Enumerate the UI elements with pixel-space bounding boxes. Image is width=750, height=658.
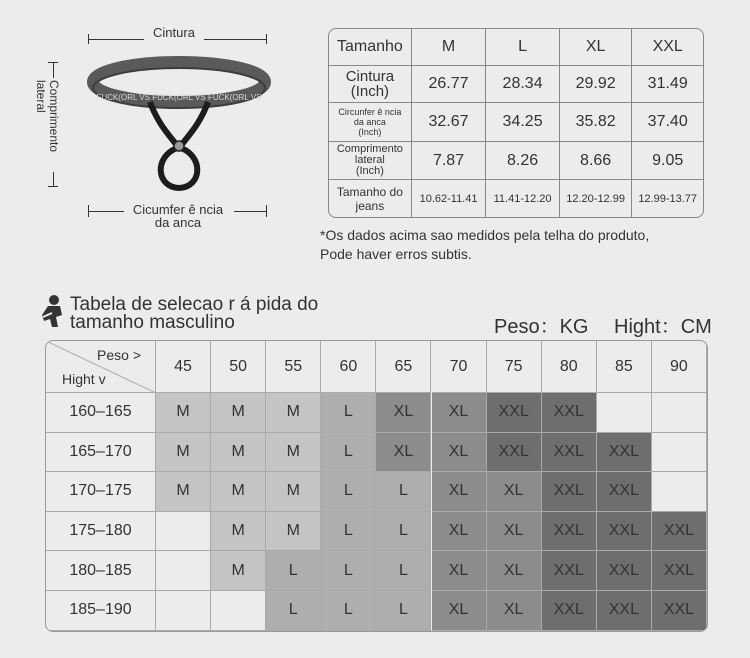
side-dim-tick-bottom — [48, 186, 58, 187]
size-measurement-table — [328, 28, 704, 218]
size-table-header-row — [329, 29, 703, 66]
size-header-cell: L — [486, 29, 560, 66]
size-header-cell: XXL — [632, 29, 703, 66]
weight-header-cell: 70 — [432, 341, 487, 393]
height-header-cell: 180–185 — [46, 551, 156, 591]
height-header-cell: 170–175 — [46, 472, 156, 512]
table-cell: 34.25 — [486, 103, 560, 142]
size-cell: L — [321, 591, 376, 631]
weight-header-cell: 65 — [376, 341, 431, 393]
size-cell: XL — [432, 512, 487, 552]
size-cell: XXL — [652, 551, 707, 591]
side-dim-line-bottom — [53, 172, 54, 186]
size-cell: M — [266, 512, 321, 552]
size-cell — [156, 551, 211, 591]
selector-title — [70, 296, 318, 332]
size-cell: L — [321, 393, 376, 433]
underwear-illustration — [84, 52, 274, 197]
size-cell: XL — [487, 551, 542, 591]
row-label — [329, 66, 412, 103]
size-cell: M — [211, 472, 266, 512]
row-label-line: jeans — [355, 198, 385, 213]
weight-header-cell: 60 — [321, 341, 376, 393]
weight-unit-label: Peso：KG — [494, 316, 589, 338]
row-label-line: Comprimento — [336, 143, 403, 155]
size-cell: M — [156, 393, 211, 433]
size-cell: L — [321, 512, 376, 552]
size-cell — [156, 591, 211, 631]
size-cell: XXL — [542, 472, 597, 512]
size-cell: XXL — [487, 433, 542, 473]
hip-label — [118, 203, 238, 229]
weight-header-cell: 45 — [156, 341, 211, 393]
size-cell: XXL — [652, 512, 707, 552]
grid-corner-cell — [46, 341, 156, 393]
size-cell: XXL — [652, 591, 707, 631]
hip-label-line1: Cicumfer ê ncia — [132, 202, 224, 217]
size-table-row — [329, 142, 703, 180]
size-cell: M — [211, 551, 266, 591]
row-label-line: (Inch) — [355, 165, 384, 177]
table-cell: 12.99-13.77 — [638, 192, 698, 205]
table-cell: 8.26 — [486, 142, 560, 180]
size-cell: XL — [432, 472, 487, 512]
size-cell: M — [211, 393, 266, 433]
corner-height-label: Hight v — [62, 371, 106, 387]
size-cell: L — [376, 472, 431, 512]
size-cell: XXL — [487, 393, 542, 433]
row-label-line: (Inch) — [350, 83, 390, 100]
size-cell: M — [266, 472, 321, 512]
selector-title-line2: tamanho masculino — [70, 312, 235, 333]
size-cell: M — [211, 433, 266, 473]
person-icon — [40, 293, 66, 329]
table-cell: 32.67 — [412, 103, 487, 142]
waist-label: Cintura — [153, 25, 195, 40]
table-cell: 9.05 — [632, 142, 703, 180]
size-cell: L — [266, 591, 321, 631]
row-label-line: (Inch) — [358, 127, 382, 137]
table-cell: 12.20-12.99 — [560, 180, 633, 217]
size-table-row — [329, 103, 703, 142]
weight-header-cell: 55 — [266, 341, 321, 393]
selector-title-line1: Tabela de selecao r á pida do — [70, 294, 319, 315]
measurement-note — [320, 226, 649, 264]
size-cell: XXL — [542, 591, 597, 631]
size-cell: M — [156, 472, 211, 512]
size-cell: XL — [432, 591, 487, 631]
size-cell: L — [266, 551, 321, 591]
row-label-line: da anca — [353, 117, 386, 127]
note-line: Pode haver erros subtis. — [320, 246, 472, 262]
size-cell: XXL — [542, 512, 597, 552]
size-cell: XL — [487, 512, 542, 552]
size-cell: XXL — [597, 512, 652, 552]
size-cell: XL — [432, 433, 487, 473]
size-cell: M — [266, 433, 321, 473]
band-text: FUCK(ORL VS FUCK(ORL VS FUCK(ORL VS — [96, 93, 262, 102]
size-cell: M — [211, 512, 266, 552]
size-cell: M — [156, 433, 211, 473]
waist-dim-line-right — [204, 39, 266, 40]
size-cell — [652, 472, 707, 512]
size-cell — [211, 591, 266, 631]
size-selector-grid — [45, 340, 708, 632]
size-cell: XL — [487, 591, 542, 631]
size-cell: XL — [432, 551, 487, 591]
size-cell: L — [321, 472, 376, 512]
row-label-line: Circunfer ê ncia — [338, 107, 402, 117]
note-line: *Os dados acima sao medidos pela telha do produto, — [320, 227, 650, 243]
weight-header-cell: 85 — [597, 341, 652, 393]
height-header-cell: 160–165 — [46, 393, 156, 433]
size-cell: XXL — [542, 433, 597, 473]
size-header-cell: Tamanho — [329, 29, 412, 66]
table-cell: 11.41-12.20 — [486, 180, 560, 217]
row-label — [329, 103, 412, 142]
size-cell: XXL — [597, 433, 652, 473]
size-cell: L — [376, 512, 431, 552]
weight-header-cell: 75 — [487, 341, 542, 393]
waist-dim-line-left — [88, 39, 144, 40]
table-cell: 35.82 — [560, 103, 633, 142]
table-cell: 29.92 — [560, 66, 633, 103]
size-header-cell: M — [412, 29, 487, 66]
height-header-cell: 185–190 — [46, 591, 156, 631]
units-legend — [494, 310, 718, 339]
height-header-cell: 175–180 — [46, 512, 156, 552]
row-label-line: Cintura — [345, 68, 395, 85]
height-header-cell: 165–170 — [46, 433, 156, 473]
size-cell: XXL — [597, 591, 652, 631]
weight-header-cell: 50 — [211, 341, 266, 393]
size-cell: L — [376, 591, 431, 631]
row-label — [329, 180, 412, 217]
hip-dim-tick-right — [266, 205, 267, 217]
weight-header-cell: 80 — [542, 341, 597, 393]
size-cell: L — [376, 551, 431, 591]
hip-label-line2: da anca — [154, 215, 202, 230]
size-cell — [652, 393, 707, 433]
size-header-cell: XL — [560, 29, 633, 66]
row-label-line: lateral — [354, 154, 385, 166]
table-cell: 28.34 — [486, 66, 560, 103]
size-cell: XL — [376, 433, 431, 473]
row-label-line: Tamanho do — [336, 184, 403, 199]
table-cell: 8.66 — [560, 142, 633, 180]
height-unit-label: Hight：CM — [614, 316, 712, 338]
size-table-row — [329, 180, 703, 217]
weight-header-cell: 90 — [652, 341, 707, 393]
table-cell: 37.40 — [632, 103, 703, 142]
table-cell: 10.62-11.41 — [412, 180, 487, 217]
size-cell: XL — [376, 393, 431, 433]
size-cell: XXL — [542, 393, 597, 433]
size-cell: XXL — [542, 551, 597, 591]
size-table-row — [329, 66, 703, 103]
table-cell: 7.87 — [412, 142, 487, 180]
size-cell: XXL — [597, 472, 652, 512]
table-cell: 31.49 — [632, 66, 703, 103]
size-cell: L — [321, 433, 376, 473]
table-cell: 26.77 — [412, 66, 487, 103]
side-length-label: Comprimento lateral — [34, 80, 61, 153]
size-cell: XXL — [597, 551, 652, 591]
row-label — [329, 142, 412, 180]
waist-dim-tick-right — [266, 34, 267, 44]
side-dim-line-top — [53, 62, 54, 78]
size-cell — [156, 512, 211, 552]
size-cell: M — [266, 393, 321, 433]
size-cell — [597, 393, 652, 433]
corner-weight-label: Peso > — [97, 347, 141, 363]
size-cell: L — [321, 551, 376, 591]
size-cell: XL — [432, 393, 487, 433]
size-cell: XL — [487, 472, 542, 512]
size-cell — [652, 433, 707, 473]
hip-dim-line-right — [234, 211, 266, 212]
